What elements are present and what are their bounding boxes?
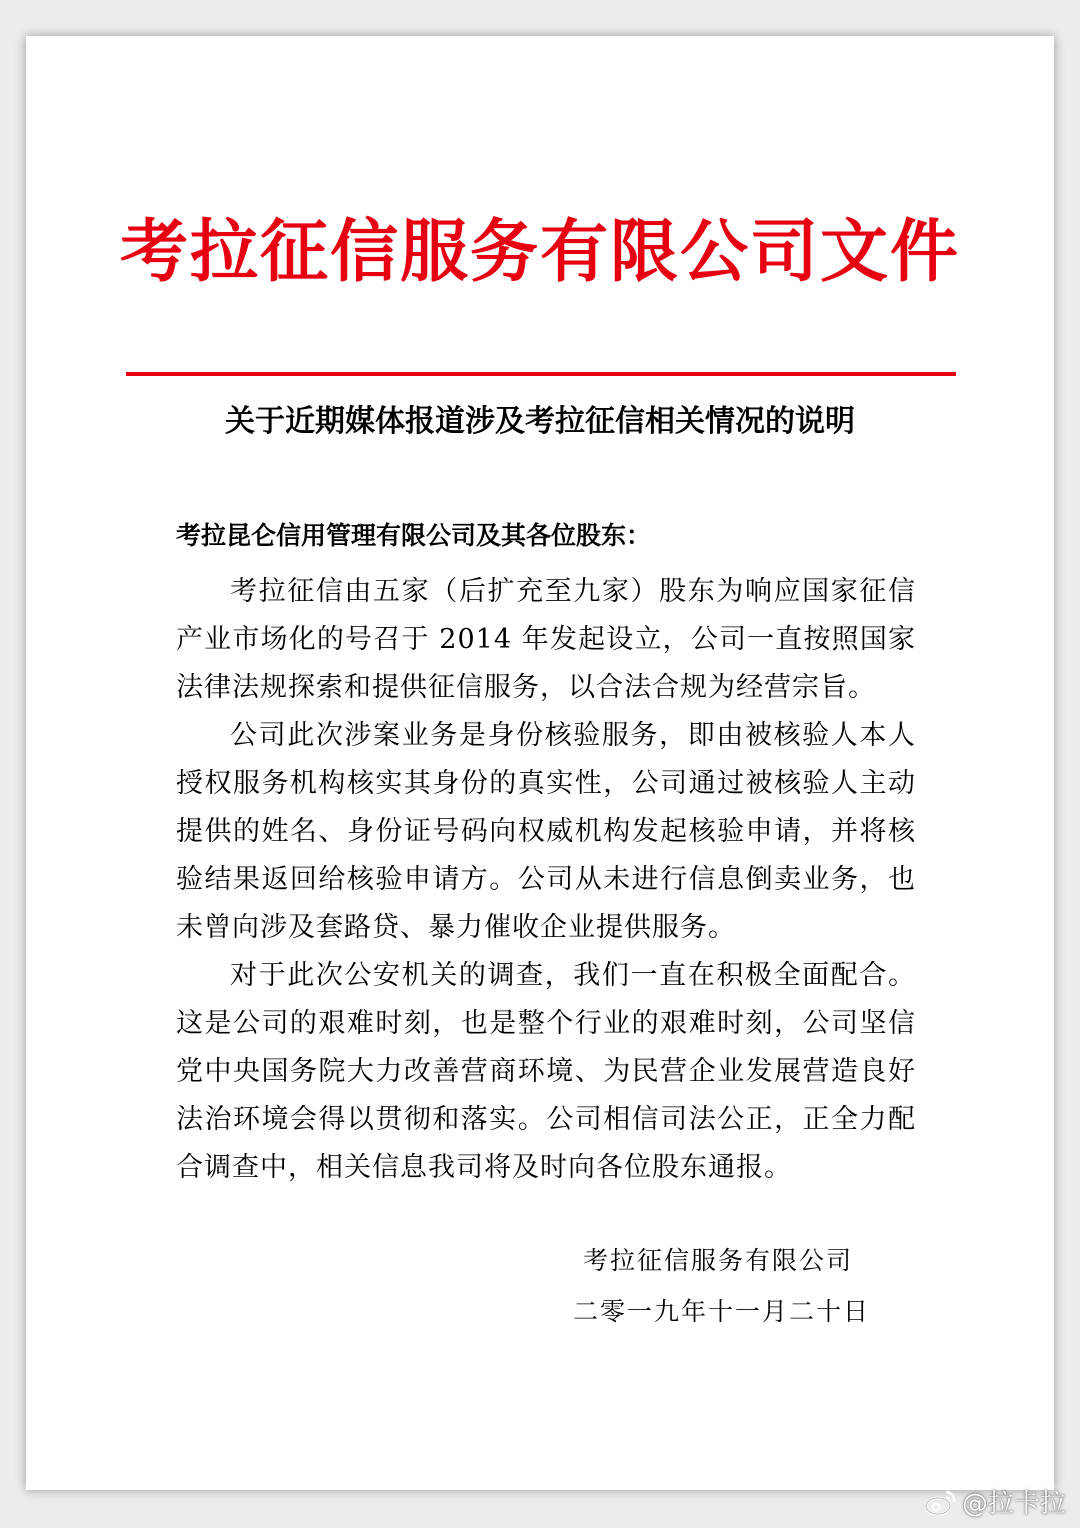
body-paragraph: 公司此次涉案业务是身份核验服务，即由被核验人本人授权服务机构核实其身份的真实性，公司通过被核验人主动提供的姓名、身份证号码向权威机构发起核验申请，并将核验结果返回给核验申请方。公司从未进行信息倒卖业务，也未曾向涉及套路贷、暴力催收企业提供服务。 <box>176 720 916 943</box>
document-body <box>176 568 916 1192</box>
body-paragraph: 对于此次公安机关的调查，我们一直在积极全面配合。这是公司的艰难时刻，也是整个行业的艰难时刻，公司坚信党中央国务院大力改善营商环境、为民营企业发展营造良好法治环境会得以贯彻和落实。公司相信司法公正，正全力配合调查中，相关信息我司将及时向各位股东通报。 <box>176 960 916 1183</box>
document-title: 关于近期媒体报道涉及考拉征信相关情况的说明 <box>225 404 855 439</box>
document-page <box>26 36 1054 1490</box>
weibo-icon <box>924 1488 958 1516</box>
salutation: 考拉昆仑信用管理有限公司及其各位股东： <box>176 521 652 550</box>
signature-organization: 考拉征信服务有限公司 <box>583 1246 854 1275</box>
signature-date: 二零一九年十一月二十日 <box>573 1297 871 1326</box>
red-divider-line <box>126 372 956 376</box>
body-paragraph: 考拉征信由五家（后扩充至九家）股东为响应国家征信产业市场化的号召于 2014 年发起设立，公司一直按照国家法律法规探索和提供征信服务，以合法合规为经营宗旨。 <box>176 576 916 703</box>
weibo-watermark <box>924 1483 1066 1520</box>
watermark-text: @拉卡拉 <box>961 1489 1066 1519</box>
letterhead-title: 考拉征信服务有限公司文件 <box>119 213 960 292</box>
